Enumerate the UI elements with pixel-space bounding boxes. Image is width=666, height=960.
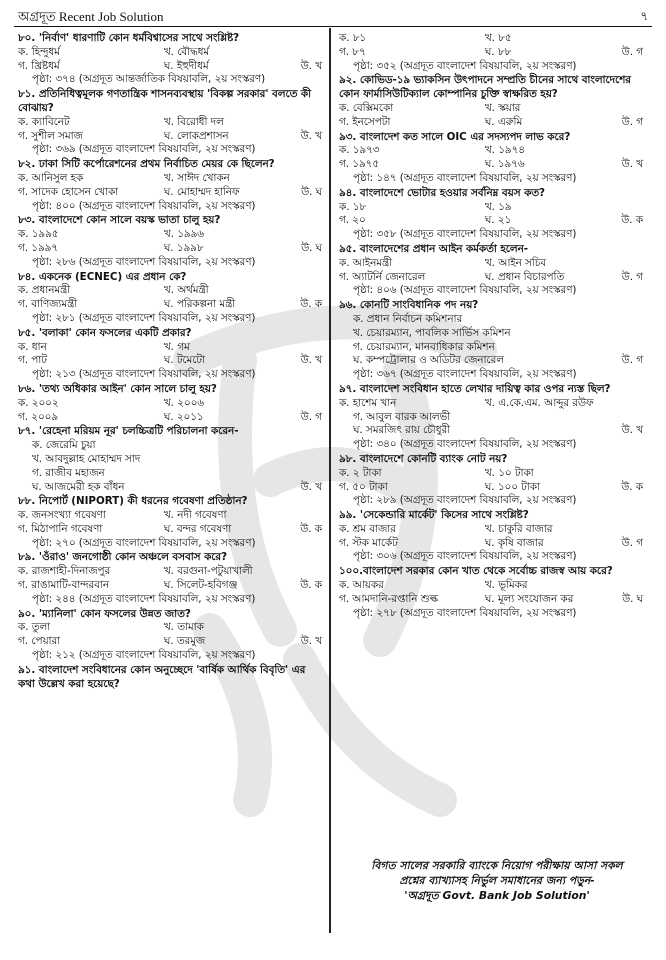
question-text: ৮৪. একনেক (ECNEC) এর প্রধান কে? xyxy=(18,270,187,283)
answer-key: উ. খ xyxy=(300,480,322,493)
answer-key xyxy=(605,201,643,215)
option: ঘ. ২১ xyxy=(484,214,512,227)
options-row xyxy=(339,537,643,551)
right-column xyxy=(339,32,643,621)
answer-key: উ. ঘ xyxy=(622,592,643,605)
option: গ. সাদেক হোসেন খোকা xyxy=(18,185,119,198)
option: ক. জেরেমি চুয়া xyxy=(32,439,96,452)
answer-key xyxy=(284,509,322,523)
question-text: ৯৪. বাংলাদেশে ভোটার হওয়ার সর্বনিম্ন বয়স কত? xyxy=(339,186,545,199)
option: ক. বেক্সিমকো xyxy=(339,101,394,114)
option: ঘ. ১৯৯৮ xyxy=(163,241,204,254)
answer-key: উ. খ xyxy=(621,158,643,171)
options-row xyxy=(18,284,322,298)
page-reference: পৃষ্ঠা: ৩৪০ (অগ্রদূত বাংলাদেশ বিষয়াবলি, ২য় সংস্করণ) xyxy=(353,438,577,451)
answer-key xyxy=(605,144,643,158)
answer-key xyxy=(605,257,643,271)
option: গ. ১৯৯৭ xyxy=(18,241,59,254)
options-row xyxy=(339,523,643,537)
page-reference: পৃষ্ঠা: ৪০৬ (অগ্রদূত বাংলাদেশ বিষয়াবলি, ২য় সংস্করণ) xyxy=(353,284,577,297)
option: গ. চেয়ারম্যান, মানবাধিকার কমিশন xyxy=(353,340,495,353)
option: গ. পেয়ারা xyxy=(18,635,61,648)
page-header-title: অগ্রদূত Recent Job Solution xyxy=(18,9,164,24)
option: গ. রাঙামাটি-বান্দরবান xyxy=(18,579,109,592)
question-block xyxy=(339,74,643,129)
question-block xyxy=(18,425,322,494)
options-row xyxy=(339,32,643,46)
answer-key: উ. খ xyxy=(300,129,322,142)
answer-key: উ. ক xyxy=(621,214,643,227)
options-row xyxy=(339,102,643,116)
options-row xyxy=(339,579,643,593)
question-text: ৮৫. 'বলাকা' কোন ফসলের একটি প্রকার? xyxy=(18,326,192,339)
option: ক. তুলা xyxy=(18,621,51,634)
question-block xyxy=(18,664,322,692)
question-text: ৯৯. 'সেকেন্ডারি মার্কেট' কিসের সাথে সংশ্লিষ্ট? xyxy=(339,509,529,522)
page-reference: পৃষ্ঠা: ১৪৭ (অগ্রদূত বাংলাদেশ বিষয়াবলি, ২য় সংস্করণ) xyxy=(353,171,577,184)
column-divider xyxy=(329,28,331,933)
option: ঘ. পরিকল্পনা মন্ত্রী xyxy=(163,298,236,311)
question-block xyxy=(18,383,322,424)
page-reference: পৃষ্ঠা: ৩৬৭ (অগ্রদূত বাংলাদেশ বিষয়াবলি, ২য় সংস্করণ) xyxy=(353,368,577,381)
answer-key xyxy=(605,397,643,411)
page-reference: পৃষ্ঠা: ৪০০ (অগ্রদূত বাংলাদেশ বিষয়াবলি, ২য় সংস্করণ) xyxy=(32,199,256,212)
answer-key xyxy=(605,32,643,46)
options-row xyxy=(339,46,643,60)
options-row xyxy=(339,214,643,228)
option: ঘ. কম্পট্রোলার ও অডিটর জেনারেল xyxy=(353,354,504,367)
answer-key xyxy=(284,397,322,411)
option: খ. ৮৫ xyxy=(484,32,512,44)
answer-key: উ. খ xyxy=(300,635,322,648)
question-text: ১০০.বাংলাদেশ সরকার কোন খাত থেকে সর্বোচ্চ রাজস্ব আয় করে? xyxy=(339,565,613,578)
option: খ. ১৯৯৬ xyxy=(163,228,204,241)
question-block xyxy=(18,32,322,87)
answer-key xyxy=(284,284,322,298)
question-text: ৯৬. কোনটি সাংবিধানিক পদ নয়? xyxy=(339,299,479,312)
question-block xyxy=(18,271,322,326)
option: ক. রাজশাহী-দিনাজপুর xyxy=(18,565,111,578)
question-block xyxy=(339,299,643,382)
options-row xyxy=(18,228,322,242)
options-row xyxy=(18,579,322,593)
answer-key xyxy=(605,523,643,537)
page-reference: পৃষ্ঠা: ২৮৯ (অগ্রদূত বাংলাদেশ বিষয়াবলি, ২য় সংস্করণ) xyxy=(353,494,577,507)
option: ঘ. তরমুজ xyxy=(163,635,206,648)
option: ঘ. ১৯৭৬ xyxy=(484,158,525,171)
option: খ. সাঈদ খোকন xyxy=(163,171,230,184)
option: খ. আবদুল্লাহ মোহাম্মদ সাদ xyxy=(32,452,141,465)
question-block xyxy=(339,509,643,564)
option: খ. স্কয়ার xyxy=(484,101,521,114)
question-text: ৯৮. বাংলাদেশে কোনটি ব্যাংক নোট নয়? xyxy=(339,452,508,465)
option: খ. এ.কে.এম. আব্দুর রউফ xyxy=(484,396,594,409)
question-text: ৯৭. বাংলাদেশ সংবিধান হাতে লেখার দায়িত্ব কার ওপর ন্যস্ত ছিল? xyxy=(339,382,611,395)
options-row xyxy=(18,298,322,312)
question-block xyxy=(339,453,643,508)
option: ক. ৮১ xyxy=(339,32,367,44)
options-row xyxy=(339,593,643,607)
answer-key: উ. গ xyxy=(621,536,643,549)
options-row xyxy=(18,565,322,579)
question-block xyxy=(339,565,643,620)
option: ঘ. সিলেট-হবিগঞ্জ xyxy=(163,579,238,592)
option: ঘ. এরুমি xyxy=(484,115,523,128)
answer-key xyxy=(284,116,322,130)
left-column xyxy=(18,32,322,692)
option: গ. আবুল বারক আলভী xyxy=(353,410,451,423)
question-text: ৯০. 'ম্যানিলা' কোন ফসলের উন্নত জাত? xyxy=(18,607,191,620)
option: ঘ. কৃষি বাজার xyxy=(484,536,544,549)
question-block xyxy=(18,327,322,382)
question-block xyxy=(18,88,322,157)
option: খ. চাকুরি বাজার xyxy=(484,522,553,535)
page-number: ৭ xyxy=(640,9,648,23)
option: গ. সুশীল সমাজ xyxy=(18,129,83,142)
options-row xyxy=(18,172,322,186)
option: গ. ২০০৯ xyxy=(18,410,59,423)
question-text: ৮৮. নিপোর্ট (NIPORT) কী ধরনের গবেষণা প্রতিষ্ঠান? xyxy=(18,495,248,508)
option: ক. শ্রম বাজার xyxy=(339,522,396,535)
options-row xyxy=(339,271,643,285)
option: ঘ. বন্দর গবেষণা xyxy=(163,522,232,535)
options-row xyxy=(339,201,643,215)
options-row xyxy=(18,60,322,74)
option: গ. আমদানি-রপ্তানি শুল্ক xyxy=(339,592,438,605)
ad-book-title: 'অগ্রদূত Govt. Bank Job Solution' xyxy=(404,889,590,902)
options-row xyxy=(18,130,322,144)
question-block xyxy=(339,187,643,242)
ad-line-2: প্রশ্নের ব্যাখ্যাসহ নির্ভুল সমাধানের জন্য পড়ুন- xyxy=(399,874,595,887)
option: খ. ১৯৭৪ xyxy=(484,144,525,157)
answer-key xyxy=(605,102,643,116)
question-text: ৮৩. বাংলাদেশে কোন সালে বয়স্ক ভাতা চালু হয়? xyxy=(18,214,221,227)
answer-key: উ. গ xyxy=(621,354,643,367)
option: ক. প্রধান নির্বাচন কমিশনার xyxy=(353,312,463,325)
question-text: ৯৩. বাংলাদেশ কত সালে OIC এর সদস্যপদ লাভ করে? xyxy=(339,130,571,143)
option: ঘ. ১০০ টাকা xyxy=(484,480,540,493)
option: ক. ২০০২ xyxy=(18,396,59,409)
option: ঘ. মোহাম্মদ হানিফ xyxy=(163,185,240,198)
advertisement-block xyxy=(352,858,642,903)
option: খ. গম xyxy=(163,340,190,353)
option: গ. ২০ xyxy=(339,214,366,227)
question-block xyxy=(18,551,322,606)
option: ক. প্রধানমন্ত্রী xyxy=(18,284,71,297)
option: গ. মিঠাপানি গবেষণা xyxy=(18,522,103,535)
page-reference: পৃষ্ঠা: ৩৫৮ (অগ্রদূত বাংলাদেশ বিষয়াবলি, ২য় সংস্করণ) xyxy=(353,228,577,241)
options-row xyxy=(18,411,322,425)
options-row xyxy=(18,46,322,60)
question-text: ৮৯. 'ওঁরাও' জনগোষ্ঠী কোন অঞ্চলে বসবাস করে? xyxy=(18,551,228,564)
option: ঘ. টমেটো xyxy=(163,354,206,367)
answer-key xyxy=(284,46,322,60)
options-row xyxy=(18,116,322,130)
page-reference: পৃষ্ঠা: ২৭৮ (অগ্রদূত বাংলাদেশ বিষয়াবলি, ২য় সংস্করণ) xyxy=(353,606,577,619)
option: ঘ. সমরজিৎ রায় চৌধুরী xyxy=(353,424,451,437)
option: ক. ২ টাকা xyxy=(339,466,382,479)
option: গ. স্টক মার্কেট xyxy=(339,536,398,549)
option: খ. নদী গবেষণা xyxy=(163,509,227,522)
page-reference: পৃষ্ঠা: ২১২ (অগ্রদূত বাংলাদেশ বিষয়াবলি, ২য় সংস্করণ) xyxy=(32,649,256,662)
option: গ. ৫০ টাকা xyxy=(339,480,388,493)
question-block xyxy=(18,214,322,269)
page-reference: পৃষ্ঠা: ২৭০ (অগ্রদূত বাংলাদেশ বিষয়াবলি, ২য় সংস্করণ) xyxy=(32,536,256,549)
option: ক. আইনমন্ত্রী xyxy=(339,256,393,269)
question-text: ৮১. প্রতিনিধিত্বমূলক গণতান্ত্রিক শাসনব্যবস্থায় 'বিকল্প সরকার' বলতে কী বোঝায়? xyxy=(18,88,312,114)
option: খ. ভূমিকর xyxy=(484,579,528,592)
answer-key: উ. ক xyxy=(300,298,322,311)
option: গ. খ্রিষ্টধর্ম xyxy=(18,59,60,72)
question-block xyxy=(339,383,643,452)
option: ক. জনসংখ্যা গবেষণা xyxy=(18,509,106,522)
options-row xyxy=(339,481,643,495)
answer-key: উ. ক xyxy=(300,579,322,592)
question-text: ৮৭. 'রেহেনা মরিয়ম নূর' চলচ্চিত্রটি পরিচালনা করেন- xyxy=(18,425,239,438)
option: গ. পাট xyxy=(18,354,47,367)
options-row xyxy=(339,144,643,158)
answer-key xyxy=(284,341,322,355)
page-reference: পৃষ্ঠা: ৩৬৯ (অগ্রদূত বাংলাদেশ বিষয়াবলি, ২য় সংস্করণ) xyxy=(32,143,256,156)
option: গ. অ্যাটর্নি জেনারেল xyxy=(339,270,426,283)
option: গ. ১৯৭৫ xyxy=(339,158,380,171)
question-block xyxy=(18,495,322,550)
option: ঘ. আজমেরী হক বাঁধন xyxy=(32,480,125,493)
answer-key xyxy=(605,467,643,481)
page-reference: পৃষ্ঠা: ২১৩ (অগ্রদূত বাংলাদেশ বিষয়াবলি, ২য় সংস্করণ) xyxy=(32,368,256,381)
option: ক. হিন্দুধর্ম xyxy=(18,45,60,58)
answer-key: উ. খ xyxy=(300,59,322,72)
options-row xyxy=(18,635,322,649)
option: ঘ. প্রধান বিচারপতি xyxy=(484,270,565,283)
question-block xyxy=(339,243,643,298)
option: গ. ইনসেপটা xyxy=(339,115,391,128)
answer-key: উ. খ xyxy=(300,354,322,367)
options-row xyxy=(18,509,322,523)
option: খ. ২০০৬ xyxy=(163,396,204,409)
option: ক. ধান xyxy=(18,340,47,353)
question-text: ৮০. 'নির্বাণ' ধারণাটি কোন ধর্মবিশ্বাসের সাথে সংশ্লিষ্ট? xyxy=(18,32,240,44)
option: খ. অর্থমন্ত্রী xyxy=(163,284,209,297)
answer-key: উ. ঘ xyxy=(301,185,322,198)
options-row xyxy=(18,186,322,200)
options-row xyxy=(18,481,322,495)
page-reference: পৃষ্ঠা: ৩৭৪ (অগ্রদূত আন্তর্জাতিক বিষয়াবলি, ২য় সংস্করণ) xyxy=(32,73,266,86)
answer-key: উ. গ xyxy=(621,45,643,58)
answer-key xyxy=(284,621,322,635)
options-row xyxy=(18,354,322,368)
question-block xyxy=(339,32,643,73)
option: গ. রাজীব মহাজন xyxy=(32,466,105,479)
answer-key: উ. গ xyxy=(300,410,322,423)
option: ক. ১৯৯৫ xyxy=(18,228,59,241)
question-text: ৮২. ঢাকা সিটি কর্পোরেশনের প্রথম নির্বাচিত মেয়র কে ছিলেন? xyxy=(18,158,275,171)
options-row xyxy=(339,158,643,172)
options-row xyxy=(339,354,643,368)
question-block xyxy=(339,131,643,186)
option: খ. আইন সচিব xyxy=(484,256,547,269)
option: গ. ৮৭ xyxy=(339,45,366,58)
option: গ. বাণিজ্যমন্ত্রী xyxy=(18,298,78,311)
answer-key xyxy=(284,172,322,186)
question-block xyxy=(18,158,322,213)
option: খ. বৌদ্ধধর্ম xyxy=(163,45,210,58)
option: ঘ. ইহুদীধর্ম xyxy=(163,59,209,72)
options-row xyxy=(339,397,643,411)
question-text: ৮৬. 'তথ্য অধিকার আইন' কোন সালে চালু হয়? xyxy=(18,382,217,395)
answer-key: উ. গ xyxy=(621,115,643,128)
ad-line-1: বিগত সালের সরকারি ব্যাংকে নিয়োগ পরীক্ষায় আসা সকল xyxy=(371,859,623,872)
question-block xyxy=(18,608,322,663)
answer-key: উ. ক xyxy=(300,522,322,535)
answer-key xyxy=(284,228,322,242)
options-row xyxy=(339,116,643,130)
options-row xyxy=(339,257,643,271)
option: ক. আয়কর xyxy=(339,579,384,592)
options-row xyxy=(18,621,322,635)
option: খ. বরগুনা-পটুয়াখালী xyxy=(163,565,253,578)
answer-key: উ. গ xyxy=(621,270,643,283)
option: ক. ১৯৭৩ xyxy=(339,144,380,157)
options-row xyxy=(18,523,322,537)
option: খ. ১০ টাকা xyxy=(484,466,534,479)
page-reference: পৃষ্ঠা: ২৮১ (অগ্রদূত বাংলাদেশ বিষয়াবলি, ২য় সংস্করণ) xyxy=(32,311,256,324)
option: ক. ১৮ xyxy=(339,200,367,213)
page-header xyxy=(14,6,652,27)
question-text: ৯১. বাংলাদেশ সংবিধানের কোন অনুচ্ছেদে 'বার্ষিক আর্থিক বিবৃতি' এর কথা উল্লেখ করা হয়েছে? xyxy=(18,663,306,690)
page-reference: পৃষ্ঠা: ৩০৬ (অগ্রদূত বাংলাদেশ বিষয়াবলি, ২য় সংস্করণ) xyxy=(353,550,577,563)
answer-key: উ. ঘ xyxy=(301,241,322,254)
answer-key: উ. ক xyxy=(621,480,643,493)
options-row xyxy=(339,467,643,481)
options-row xyxy=(339,424,643,438)
page-reference: পৃষ্ঠা: ৩৫২ (অগ্রদূত বাংলাদেশ বিষয়াবলি, ২য় সংস্করণ) xyxy=(353,59,577,72)
option: খ. ১৯ xyxy=(484,200,512,213)
answer-key xyxy=(605,579,643,593)
option: ক. হাশেম খান xyxy=(339,396,397,409)
question-text: ৯৫. বাংলাদেশের প্রধান আইন কর্মকর্তা হলেন- xyxy=(339,242,529,255)
option: ক. ক্যাবিনেট xyxy=(18,115,70,128)
question-text: ৯২. কোভিড-১৯ ভ্যাকসিন উৎপাদনে সম্প্রতি চীনের সাথে বাংলাদেশের কোন ফার্মাসিউটিক্যাল কোম্পানির চুক্তি স্বাক্ষরিত হয়? xyxy=(339,74,631,101)
options-row xyxy=(18,341,322,355)
options-row xyxy=(18,397,322,411)
option: খ. বিরোধী দল xyxy=(163,115,224,128)
page-reference: পৃষ্ঠা: ২৮৬ (অগ্রদূত বাংলাদেশ বিষয়াবলি, ২য় সংস্করণ) xyxy=(32,255,256,268)
option: ঘ. ২০১১ xyxy=(163,410,204,423)
answer-key: উ. খ xyxy=(621,424,643,437)
option: খ. চেয়ারম্যান, পাবলিক সার্ভিস কমিশন xyxy=(353,326,511,339)
page-reference: পৃষ্ঠা: ২৪৪ (অগ্রদূত বাংলাদেশ বিষয়াবলি, ২য় সংস্করণ) xyxy=(32,592,256,605)
option: ঘ. লোকপ্রশাসন xyxy=(163,129,229,142)
option: ঘ. ৮৮ xyxy=(484,45,512,58)
option: ক. আনিসুল হক xyxy=(18,171,84,184)
answer-key xyxy=(284,565,322,579)
options-row xyxy=(18,242,322,256)
option: ঘ. মূল্য সংযোজন কর xyxy=(484,592,574,605)
option: খ. তামাক xyxy=(163,621,204,634)
